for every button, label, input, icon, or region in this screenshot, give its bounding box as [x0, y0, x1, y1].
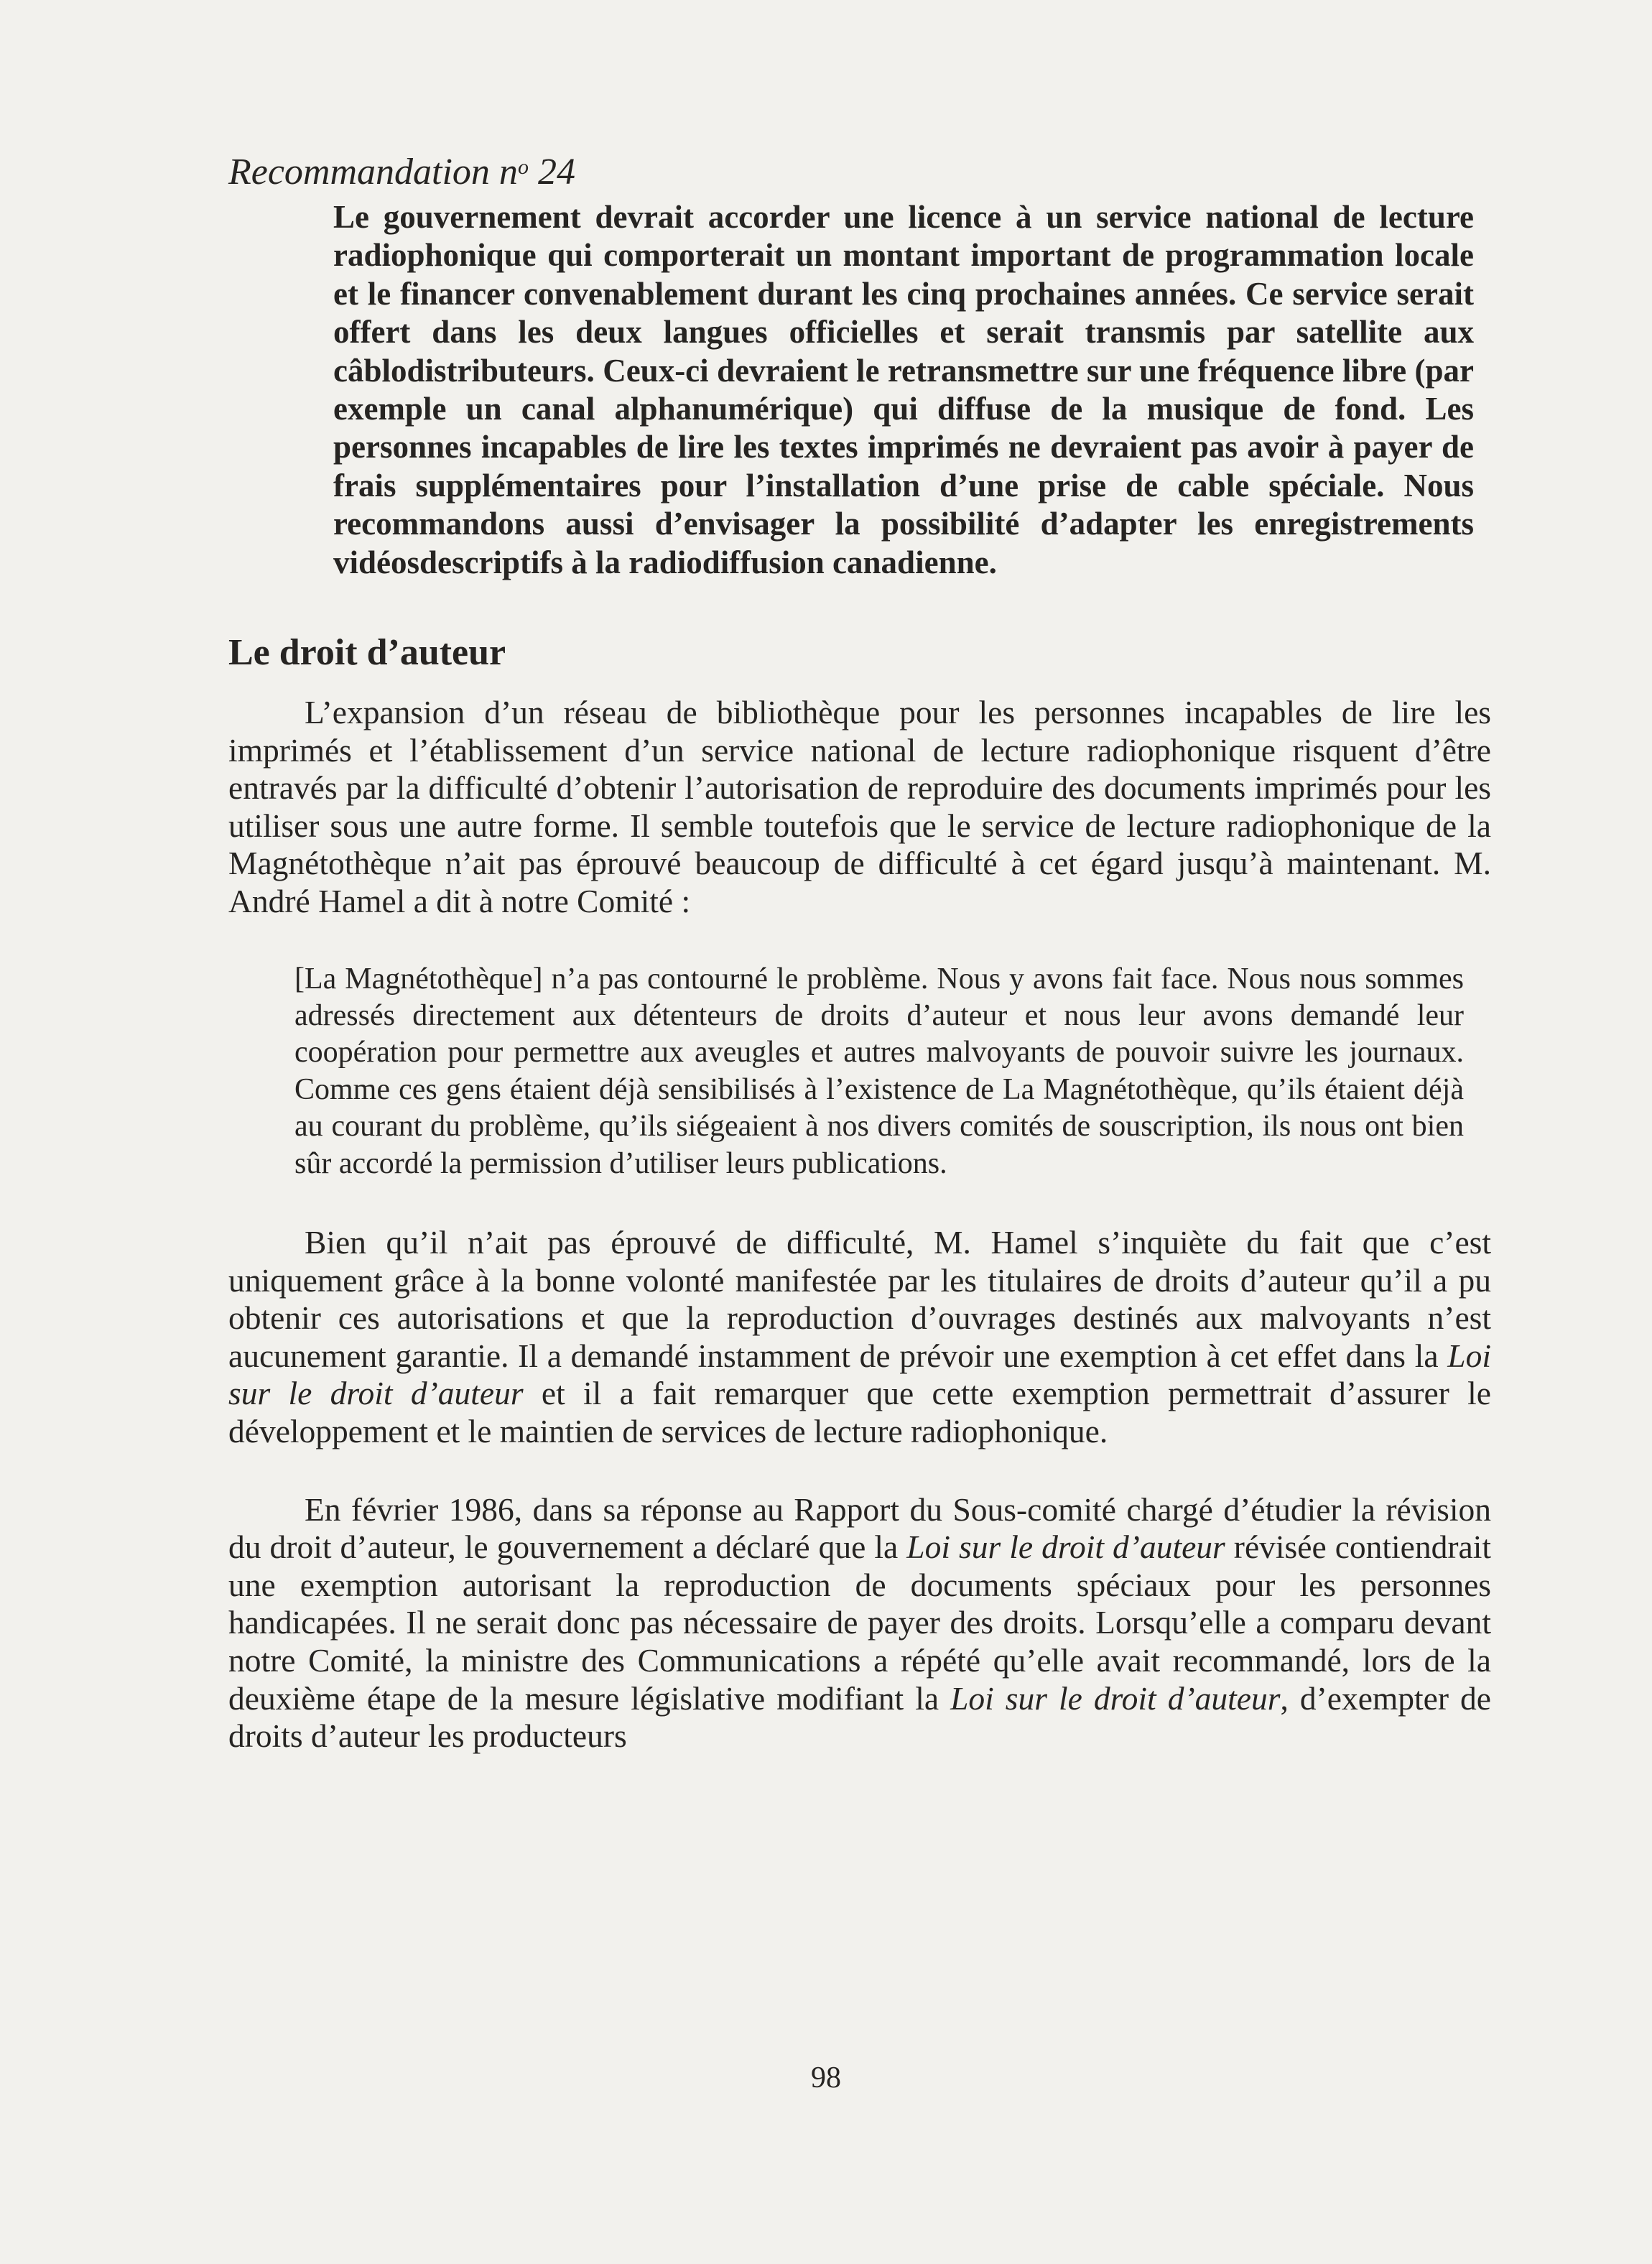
section-heading: Le droit d’auteur: [228, 632, 506, 674]
paragraph-2: [228, 1224, 1491, 1451]
paragraph-3-part-c: , d’exempter de droits d’auteur les producteurs: [228, 1679, 1492, 1755]
recommendation-heading-text: Recommandation n: [228, 152, 518, 192]
document-page: [228, 151, 1493, 1796]
paragraph-2-part-b: et il a fait remarquer que cette exemption permettrait d’assurer le développement et le maintien de services de lecture radiophonique.: [228, 1375, 1491, 1450]
recommendation-heading-number: 24: [528, 152, 575, 192]
block-quote: [La Magnétothèque] n’a pas contourné le problème. Nous y avons fait face. Nous nous sommes adressés directement aux détenteurs de droits d’auteur et nous leur avons demandé leur coopération pour permettre aux aveugles et autres malvoyants de pouvoir suivre les journaux. Comme ces gens étaient déjà sensibilisés à l’existence de La Magnétothèque, qu’ils étaient déjà au courant du problème, qu’ils siégeaient à nos divers comités de souscription, ils nous ont bien sûr accordé la permission d’utiliser leurs publications.: [294, 962, 1464, 1180]
paragraph-3-law-title-1: Loi sur le droit d’auteur: [906, 1528, 1225, 1566]
paragraph-2-law-title: Loi sur le droit d’auteur: [228, 1337, 1491, 1412]
paragraph-3-law-title-2: Loi sur le droit d’auteur: [950, 1679, 1281, 1717]
page-number: 98: [811, 2061, 841, 2094]
paragraph-3: [228, 1491, 1491, 1755]
paragraph-2-part-a: Bien qu’il n’ait pas éprouvé de difficulté, M. Hamel s’inquiète du fait que c’est uniquement grâce à la bonne volonté manifestée par les titulaires de droits d’auteur qu’il a pu obtenir ces autorisations et que la reproduction d’ouvrages destinés aux malvoyants n’est aucunement garantie. Il a demandé instamment de prévoir une exemption à cet effet dans la: [228, 1224, 1491, 1374]
recommendation-text: Le gouvernement devrait accorder une licence à un service national de lecture radiophonique qui comporterait un montant important de programmation locale et le financer convenablement durant les cinq prochaines années. Ce service serait offert dans les deux langues officielles et serait transmis par satellite aux câblodistributeurs. Ceux-ci devraient le retransmettre sur une fréquence libre (par exemple un canal alphanumérique) qui diffuse de la musique de fond. Les personnes incapables de lire les textes imprimés ne devraient pas avoir à payer de frais supplémentaires pour l’installation d’une prise de cable spéciale. Nous recommandons aussi d’envisager la possibilité d’adapter les enregistrements vidéosdescriptifs à la radiodiffusion canadienne.: [333, 199, 1474, 580]
paragraph-1: L’expansion d’un réseau de bibliothèque pour les personnes incapables de lire les imprimés et l’établissement d’un service national de lecture radiophonique risquent d’être entravés par la difficulté d’obtenir l’autorisation de reproduire des documents imprimés pour les utiliser sous une autre forme. Il semble toutefois que le service de lecture radiophonique de la Magnétothèque n’ait pas éprouvé beaucoup de difficulté à cet égard jusqu’à maintenant. M. André Hamel a dit à notre Comité :: [228, 694, 1491, 920]
paragraph-3-part-a: En février 1986, dans sa réponse au Rapport du Sous-comité chargé d’étudier la révision du droit d’auteur, le gouvernement a déclaré que la: [228, 1490, 1491, 1566]
paragraph-3-part-b: révisée contiendrait une exemption autorisant la reproduction de documents spéciaux pour les personnes handicapées. Il ne serait donc pas nécessaire de payer des droits. Lorsqu’elle a comparu devant notre Comité, la ministre des Communications a répété qu’elle avait recommandé, lors de la deuxième étape de la mesure législative modifiant la: [228, 1528, 1492, 1717]
recommendation-heading-superscript: o: [517, 155, 529, 179]
recommendation-heading: [228, 151, 1493, 194]
